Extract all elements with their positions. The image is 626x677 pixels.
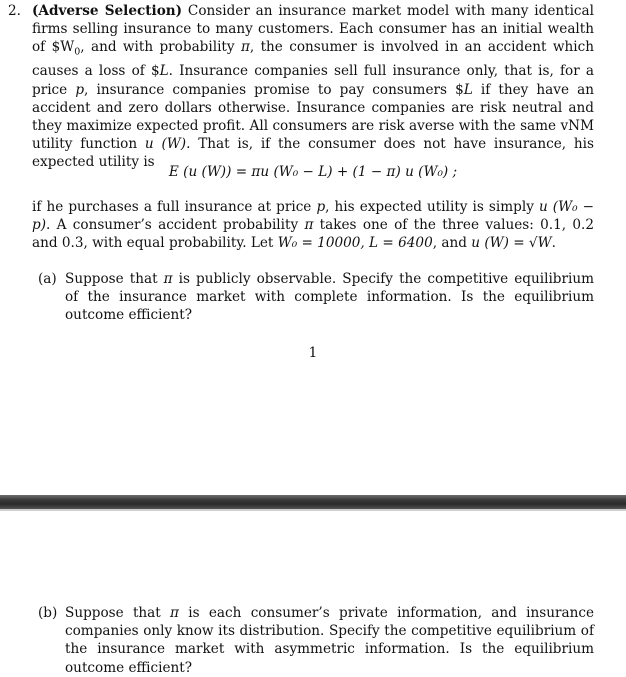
question-text: Consider an insurance market model with many identical firms selling insurance to many customers. Each consumer has an initial wealth of $W — [32, 3, 595, 56]
math-utility-function: u (W) = √W — [471, 235, 552, 252]
subscript: 0 — [74, 47, 81, 59]
math-p: p — [75, 81, 85, 98]
part-a — [38, 270, 594, 325]
question-text: if they have an accident and zero dollars otherwise. Insurance companies are risk neutral and they maximize expected profit. All consumers are risk averse with the same vNM utility function — [32, 81, 594, 153]
part-b — [38, 604, 594, 677]
math-pi: π — [163, 271, 173, 287]
part-a-text: is publicly observable. Specify the competitive equilibrium of the insurance market with complete information. Is the equilibrium outcome efficient? — [65, 271, 594, 324]
math-L: L — [159, 63, 169, 80]
math-pi: π — [170, 605, 179, 621]
part-b-text: Suppose that — [65, 605, 171, 621]
page-separator-edge — [0, 509, 626, 511]
question-text: . A consumer’s accident probability — [46, 217, 305, 234]
math-pi: π — [240, 39, 250, 56]
part-b-label: (b) — [38, 605, 58, 621]
question-heading: (Adverse Selection) — [32, 3, 183, 19]
question-paragraph — [32, 2, 594, 172]
page-separator — [0, 495, 626, 509]
question-text: , insurance companies promise to pay consumers $ — [84, 81, 464, 98]
math-pi: π — [304, 217, 314, 234]
question-text: takes one of the three values: 0.1, 0.2 and 0.3, with equal probability. Let — [32, 217, 594, 252]
math-p: p — [316, 199, 326, 215]
question-text: . Insurance companies sell full insurance only, that is, for a price — [32, 63, 594, 98]
math-L: L — [463, 81, 473, 98]
question-paragraph-2 — [32, 198, 594, 253]
part-a-text: Suppose that — [65, 271, 164, 287]
expected-utility-equation: E (u (W)) = πu (W₀ − L) + (1 − π) u (W₀) ; — [168, 164, 458, 180]
math-utility-insured: u (W₀ − p) — [32, 199, 594, 234]
question-text: , the consumer is involved in an accident which causes a loss of $ — [32, 39, 594, 80]
part-a-label: (a) — [38, 271, 57, 287]
math-parameters: W₀ = 10000, L = 6400 — [277, 235, 433, 252]
math-utility: u (W) — [144, 136, 187, 153]
question-number: 2. — [8, 3, 21, 19]
question-text: , and with probability — [80, 39, 241, 56]
question-text: . That is, if the consumer does not have insurance, his expected utility is — [32, 136, 594, 171]
part-b-text: is each consumer’s private information, and insurance companies only know its distribution. Specify the competitive equilibrium of the insurance market with asymmetric information. Is the equilibrium outcome efficient? — [65, 605, 594, 676]
question-text: if he purchases a full insurance at price — [32, 199, 317, 215]
question-text: , his expected utility is simply — [325, 199, 539, 215]
question-text: , and — [432, 235, 472, 252]
page-number: 1 — [308, 345, 318, 361]
question-text: . — [551, 235, 556, 252]
